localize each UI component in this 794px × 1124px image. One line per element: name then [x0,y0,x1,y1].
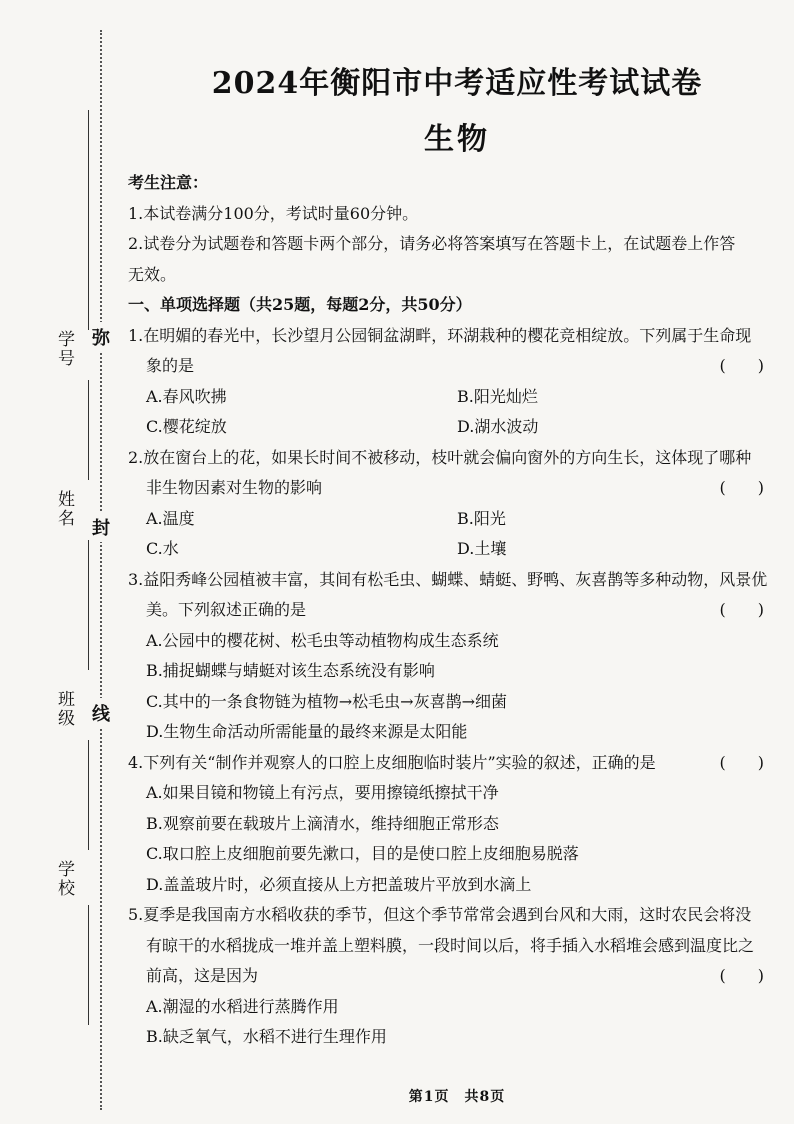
notes-item-2-cont: 无效。 [128,264,177,284]
question-1-options-cd [128,412,768,443]
option-c: C.水 [146,539,179,558]
question-5-stem: 5.夏季是我国南方水稻收获的季节，但这个季节常常会遇到台风和大雨，这时农民会将没 [128,905,752,924]
question-1-stem-cont [128,351,768,382]
question-1-stem-text: 象的是 [146,356,195,375]
student-id-underline [88,110,89,330]
question-4-stem-text: 4.下列有关“制作并观察人的口腔上皮细胞临时装片”实验的叙述，正确的是 [128,752,656,772]
question-5-stem-cont: 有晾干的水稻拢成一堆并盖上塑料膜，一段时间以后，将手插入水稻堆会感到温度比之 [146,935,755,955]
section-heading: 一、单项选择题（共25题，每题2分，共50分） [128,295,472,314]
question-2-options-ab [128,504,768,535]
question-2-stem-text: 非生物因素对生物的影响 [146,478,323,497]
student-id-label: 学号 [54,330,74,368]
option-c: C.樱花绽放 [146,417,227,436]
exam-subject: 生物 [424,122,490,157]
school-underline [88,740,89,850]
question-2-stem-cont [128,473,768,504]
option-d: D.湖水波动 [457,417,539,436]
page-footer: 第1页 共8页 [408,1089,506,1105]
option-a: A.温度 [146,508,195,528]
question-3-stem-text: 美。下列叙述正确的是 [146,600,307,619]
class-underline [88,540,89,670]
exam-title: 2024年衡阳市中考适应性考试试卷 [211,66,703,101]
binding-margin [0,0,120,1124]
option-b: B.缺乏氧气，水稻不进行生理作用 [146,1027,387,1046]
name-label: 姓名 [54,490,74,528]
question-5-stem-text: 前高，这是因为 [146,966,259,985]
option-a: A.如果目镜和物镜上有污点，要用擦镜纸擦拭干净 [146,783,499,802]
notes-item-2: 2.试卷分为试题卷和答题卡两个部分，请务必将答案填写在答题卡上，在试题卷上作答 [128,234,736,253]
option-b: B.阳光 [457,508,506,528]
question-2-options-cd [128,534,768,565]
question-5-stem-cont-2 [128,961,768,992]
option-d: D.盖盖玻片时，必须直接从上方把盖玻片平放到水滴上 [146,874,532,894]
school-label: 学校 [54,860,74,898]
seal-char-mi: 弥 [92,322,110,352]
option-d: D.土壤 [457,539,507,558]
name-underline [88,380,89,480]
answer-paren: ( ) [719,600,764,619]
option-a: A.潮湿的水稻进行蒸腾作用 [146,996,339,1016]
answer-paren: ( ) [719,966,764,985]
question-4-stem [128,748,768,779]
question-1-stem: 1.在明媚的春光中，长沙望月公园铜盆湖畔，环湖栽种的樱花竞相绽放。下列属于生命现 [128,325,752,345]
question-2-stem: 2.放在窗台上的花，如果长时间不被移动，枝叶就会偏向窗外的方向生长，这体现了哪种 [128,447,752,467]
option-b: B.阳光灿烂 [457,386,538,406]
notes-heading: 考生注意： [128,173,209,192]
option-a: A.春风吹拂 [146,386,227,406]
option-b: B.观察前要在载玻片上滴清水，维持细胞正常形态 [146,813,499,833]
school-underline-2 [88,905,89,1025]
class-label: 班级 [54,690,74,728]
option-c: C.取口腔上皮细胞前要先漱口，目的是使口腔上皮细胞易脱落 [146,844,579,863]
option-a: A.公园中的樱花树、松毛虫等动植物构成生态系统 [146,630,499,650]
seal-char-xian: 线 [92,698,110,728]
question-1-options-ab [128,382,768,413]
option-c: C.其中的一条食物链为植物→松毛虫→灰喜鹊→细菌 [146,691,507,711]
option-b: B.捕捉蝴蝶与蜻蜓对该生态系统没有影响 [146,661,435,680]
question-3-stem-cont [128,595,768,626]
seal-char-feng: 封 [92,512,110,542]
question-3-stem: 3.益阳秀峰公园植被丰富，其间有松毛虫、蝴蝶、蜻蜓、野鸭、灰喜鹊等多种动物，风景优 [128,569,768,589]
notes-item-1: 1.本试卷满分100分，考试时量60分钟。 [128,203,419,223]
option-d: D.生物生命活动所需能量的最终来源是太阳能 [146,722,468,741]
exam-content [128,168,768,1053]
answer-paren: ( ) [719,478,764,497]
seal-dotted-line [100,30,102,1110]
answer-paren: ( ) [719,752,764,772]
answer-paren: ( ) [719,356,764,375]
